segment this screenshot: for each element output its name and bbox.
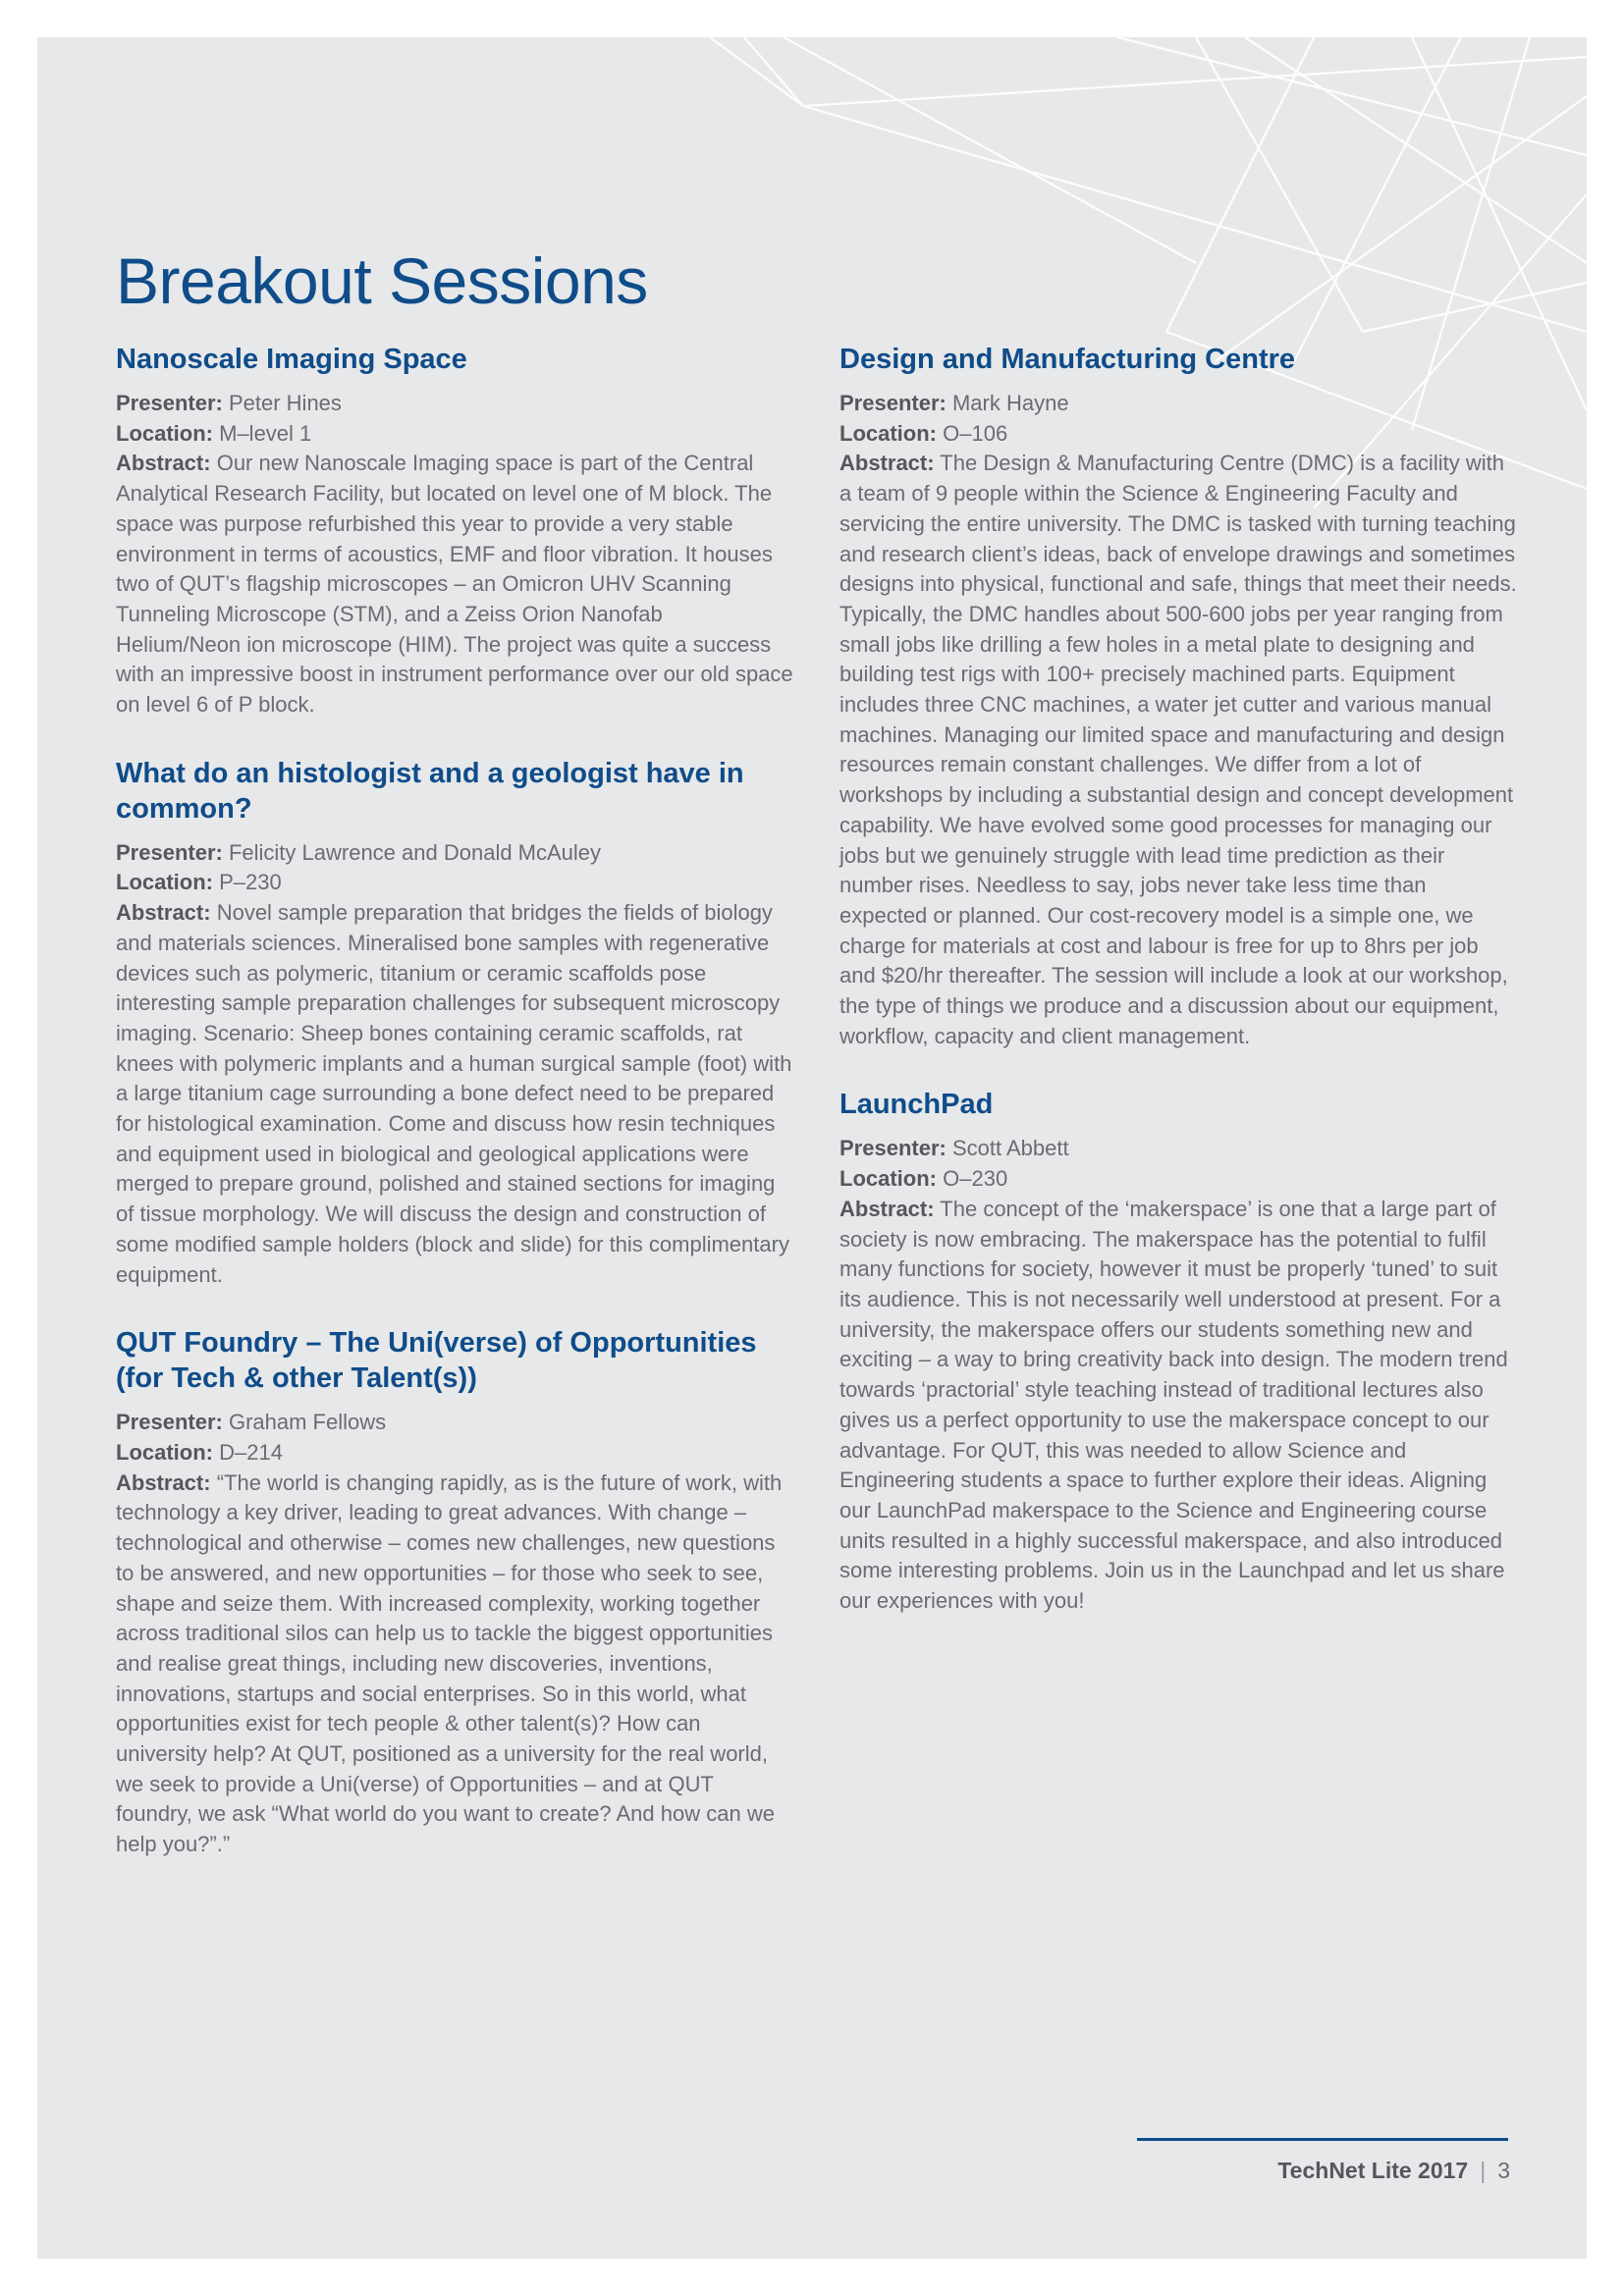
page-footer — [1277, 2158, 1510, 2184]
presenter-label: Presenter: — [839, 391, 947, 415]
session-abstract — [116, 898, 793, 1290]
session-presenter — [116, 389, 793, 419]
location-value: D–214 — [219, 1439, 283, 1465]
abstract-text: “The world is changing rapidly, as is the future of work, with technology a key driver, leading to great advances. With change – technological and otherwise – comes new challenges, new questions to be answered, and new opportunities – for those who seek to see, shape and seize them. With increased complexity, working together across traditional silos can help us to tackle the biggest opportunities and realise great things, including new discoveries, inventions, innovations, startups and social enterprises. So in this world, what opportunities exist for tech people & other talent(s)? How can university help? At QUT, positioned as a university for the real world, we seek to provide a Uni(verse) of Opportunities – and at QUT foundry, we ask “What world do you want to create? And how can we help you?”.” — [116, 1469, 783, 1857]
session-title: Design and Manufacturing Centre — [839, 344, 1296, 375]
session-location — [116, 419, 793, 450]
session-location — [839, 1164, 1517, 1195]
presenter-label: Presenter: — [116, 391, 223, 415]
location-label: Location: — [116, 420, 213, 446]
session-title: Nanoscale Imaging Space — [116, 344, 467, 375]
session-location — [839, 419, 1517, 450]
presenter-label: Presenter: — [839, 1136, 947, 1161]
session-design-manufacturing — [839, 342, 1517, 1051]
location-value: O–106 — [943, 420, 1008, 446]
abstract-label: Abstract: — [116, 900, 211, 926]
location-value: P–230 — [219, 870, 282, 895]
footer-separator: | — [1480, 2158, 1487, 2183]
session-title: What do an histologist and a geologist have in common? — [116, 757, 744, 825]
location-label: Location: — [839, 420, 937, 446]
page-number: 3 — [1497, 2158, 1510, 2183]
abstract-label: Abstract: — [839, 1196, 935, 1221]
abstract-text: Our new Nanoscale Imaging space is part of the Central Analytical Research Facility, but located on level one of M block. The space was purpose refurbished this year to provide a very stable environment in terms of acoustics, EMF and floor vibration. It houses two of QUT’s flagship microscopes – an Omicron UHV Scanning Tunneling Microscope (STM), and a Zeiss Orion Nanofab Helium/Neon ion microscope (HIM). The project was quite a success with an impressive boost in instrument performance over our old space on level 6 of P block. — [116, 451, 793, 718]
session-nanoscale-imaging — [116, 342, 793, 721]
presenter-label: Presenter: — [116, 1410, 223, 1435]
session-presenter — [839, 1134, 1517, 1164]
session-qut-foundry — [116, 1325, 793, 1860]
location-value: O–230 — [943, 1166, 1008, 1192]
abstract-label: Abstract: — [116, 1469, 211, 1495]
location-value: M–level 1 — [219, 420, 312, 446]
session-title: QUT Foundry – The Uni(verse) of Opportunities (for Tech & other Talent(s)) — [116, 1327, 757, 1395]
presenter-name: Graham Fellows — [228, 1410, 387, 1435]
presenter-name: Mark Hayne — [951, 391, 1069, 415]
abstract-label: Abstract: — [839, 451, 935, 476]
presenter-name: Scott Abbett — [951, 1136, 1069, 1161]
location-label: Location: — [116, 1439, 213, 1465]
session-abstract — [116, 1468, 793, 1860]
session-location — [116, 868, 793, 898]
session-histologist-geologist — [116, 756, 793, 1291]
session-presenter — [116, 838, 793, 869]
session-presenter — [839, 389, 1517, 419]
session-location — [116, 1438, 793, 1468]
session-presenter — [116, 1408, 793, 1438]
footer-brand: TechNet Lite 2017 — [1277, 2158, 1469, 2183]
left-column — [116, 342, 793, 1896]
page-sheet — [37, 37, 1587, 2259]
presenter-name: Peter Hines — [228, 391, 342, 415]
presenter-name: Felicity Lawrence and Donald McAuley — [228, 839, 602, 865]
abstract-text: The Design & Manufacturing Centre (DMC) is a facility with a team of 9 people within the Science & Engineering Faculty and servicing the entire university. The DMC is tasked with turning teaching and research client’s ideas, back of envelope drawings and sometimes designs into physical, functional and safe, things that meet their needs. Typically, the DMC handles about 500-600 jobs per year ranging from small jobs like drilling a few holes in a metal plate to designing and building test rigs with 100+ precisely machined parts. Equipment includes three CNC machines, a water jet cutter and various manual machines. Managing our limited space and manufacturing and design resources remain constant challenges. We differ from a lot of workshops by including a substantial design and concept development capability. We have evolved some good processes for managing our jobs but we genuinely struggle with lead time prediction as their number rises. Needless to say, jobs never take less time than expected or planned. Our cost-recovery model is a simple one, we charge for materials at cost and labour is free for up to 8hrs per job and $20/hr thereafter. The session will include a look at our workshop, the type of things we produce and a discussion about our equipment, workflow, capacity and client management. — [839, 451, 1517, 1048]
session-launchpad — [839, 1087, 1517, 1616]
session-title: LaunchPad — [839, 1089, 994, 1121]
session-abstract — [116, 449, 793, 720]
abstract-text: The concept of the ‘makerspace’ is one that a large part of society is now embracing. The makerspace has the potential to fulfil many functions for society, however it must be properly ‘tuned’ to suit its audience. This is not necessarily well understood at present. For a university, the makerspace offers our students something new and exciting – a way to bring creativity back into design. The modern trend towards ‘practorial’ style teaching instead of traditional lectures also gives us a perfect opportunity to use the makerspace concept to our advantage. For QUT, this was needed to allow Science and Engineering students a space to further explore their ideas. Aligning our LaunchPad makerspace to the Science and Engineering course units resulted in a highly successful makerspace, and also introduced some interesting problems. Join us in the Launchpad and let us share our experiences with you! — [839, 1196, 1508, 1614]
abstract-text: Novel sample preparation that bridges the fields of biology and materials sciences. Mineralised bone samples with regenerative devices such as polymeric, titanium or ceramic scaffolds pose interesting sample preparation challenges for subsequent microscopy imaging. Scenario: Sheep bones containing ceramic scaffolds, rat knees with polymeric implants and a human surgical sample (foot) with a large titanium cage surrounding a bone defect need to be prepared for histological examination. Come and discuss how resin techniques and equipment used in biological and geological applications were merged to prepare ground, polished and stained sections for imaging of tissue morphology. We will discuss the design and construction of some modified sample holders (block and slide) for this complimentary equipment. — [116, 900, 792, 1287]
page-title: Breakout Sessions — [116, 244, 648, 317]
presenter-label: Presenter: — [116, 839, 223, 865]
abstract-label: Abstract: — [116, 451, 211, 476]
location-label: Location: — [839, 1166, 937, 1192]
session-abstract — [839, 449, 1517, 1051]
session-abstract — [839, 1195, 1517, 1617]
location-label: Location: — [116, 870, 213, 895]
footer-divider — [1137, 2138, 1508, 2141]
right-column — [839, 342, 1517, 1652]
